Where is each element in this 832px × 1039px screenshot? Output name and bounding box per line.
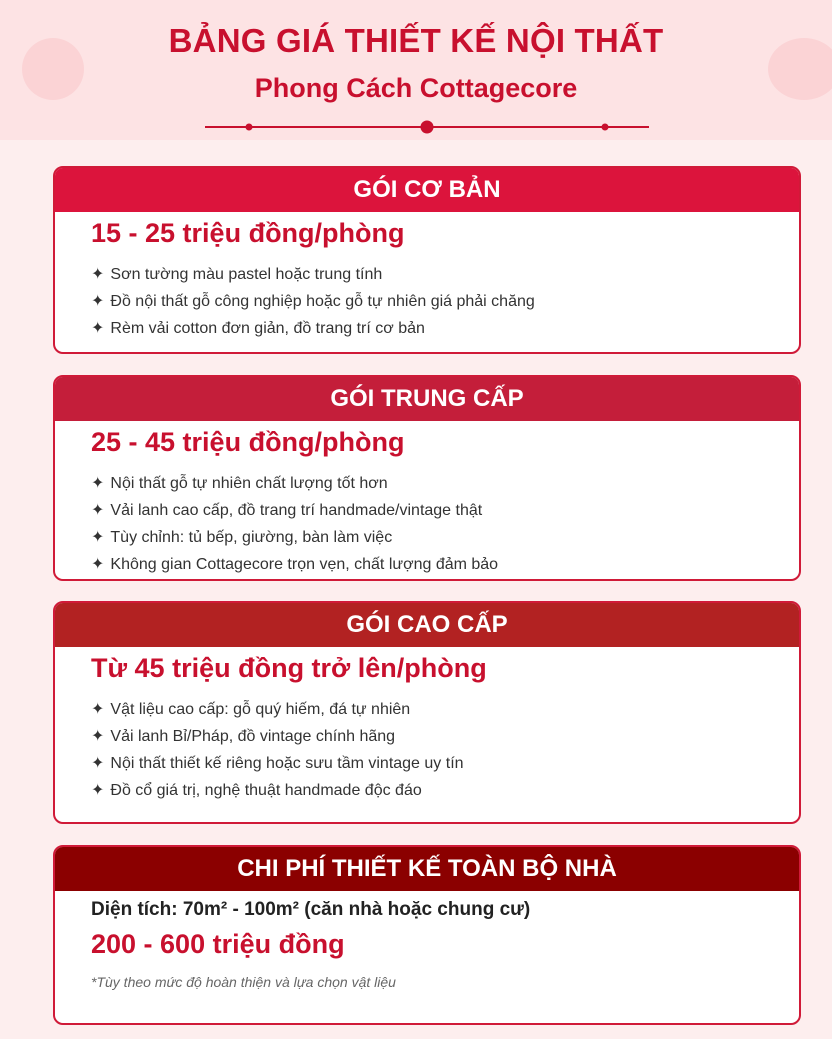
sparkle-icon: ✦	[91, 475, 105, 492]
whole-house-card	[53, 845, 801, 1025]
package-card-premium	[53, 601, 801, 824]
feature-item	[91, 551, 799, 578]
page-subtitle: Phong Cách Cottagecore	[254, 73, 578, 103]
feature-item	[91, 315, 799, 342]
feature-item	[91, 470, 799, 497]
feature-text: Nội thất gỗ tự nhiên chất lượng tốt hơn	[110, 475, 388, 492]
sparkle-icon: ✦	[91, 320, 105, 337]
page-header	[0, 0, 832, 140]
feature-item	[91, 777, 799, 804]
whole-house-header: CHI PHÍ THIẾT KẾ TOÀN BỘ NHÀ	[55, 847, 799, 891]
feature-list	[91, 470, 799, 578]
sparkle-icon: ✦	[91, 502, 105, 519]
feature-item	[91, 261, 799, 288]
feature-item	[91, 288, 799, 315]
sparkle-icon: ✦	[91, 556, 105, 573]
package-header: GÓI TRUNG CẤP	[55, 377, 799, 421]
page-title: BẢNG GIÁ THIẾT KẾ NỘI THẤT	[168, 22, 664, 59]
footnote: *Tùy theo mức độ hoàn thiện và lựa chọn vật liệu	[91, 974, 396, 990]
header-divider	[205, 118, 649, 136]
feature-item	[91, 723, 799, 750]
package-header: GÓI CAO CẤP	[55, 603, 799, 647]
area-text: Diện tích: 70m² - 100m² (căn nhà hoặc chung cư)	[91, 899, 531, 920]
feature-item	[91, 696, 799, 723]
feature-text: Vật liệu cao cấp: gỗ quý hiếm, đá tự nhiên	[110, 701, 411, 718]
sparkle-icon: ✦	[91, 728, 105, 745]
feature-text: Vải lanh cao cấp, đồ trang trí handmade/vintage thật	[110, 502, 483, 519]
feature-item	[91, 524, 799, 551]
sparkle-icon: ✦	[91, 293, 105, 310]
feature-text: Nội thất thiết kế riêng hoặc sưu tầm vintage uy tín	[110, 755, 464, 772]
feature-text: Rèm vải cotton đơn giản, đồ trang trí cơ bản	[110, 320, 425, 337]
feature-text: Sơn tường màu pastel hoặc trung tính	[110, 266, 383, 283]
feature-list	[91, 696, 799, 804]
sparkle-icon: ✦	[91, 266, 105, 283]
sparkle-icon: ✦	[91, 782, 105, 799]
sparkle-icon: ✦	[91, 529, 105, 546]
package-price: 25 - 45 triệu đồng/phòng	[91, 427, 405, 457]
package-price: Từ 45 triệu đồng trở lên/phòng	[91, 653, 487, 683]
feature-text: Đồ cổ giá trị, nghệ thuật handmade độc đáo	[110, 782, 422, 799]
whole-house-price: 200 - 600 triệu đồng	[91, 929, 345, 959]
package-header: GÓI CƠ BẢN	[55, 168, 799, 212]
sparkle-icon: ✦	[91, 701, 105, 718]
package-card-intermediate	[53, 375, 801, 581]
feature-list	[91, 261, 799, 342]
feature-item	[91, 497, 799, 524]
feature-text: Vải lanh Bỉ/Pháp, đồ vintage chính hãng	[110, 728, 396, 745]
package-card-basic	[53, 166, 801, 354]
package-price: 15 - 25 triệu đồng/phòng	[91, 218, 405, 248]
feature-text: Tùy chỉnh: tủ bếp, giường, bàn làm việc	[110, 529, 393, 546]
feature-text: Không gian Cottagecore trọn vẹn, chất lượng đảm bảo	[110, 556, 499, 573]
sparkle-icon: ✦	[91, 755, 105, 772]
feature-item	[91, 750, 799, 777]
feature-text: Đồ nội thất gỗ công nghiệp hoặc gỗ tự nhiên giá phải chăng	[110, 293, 535, 310]
